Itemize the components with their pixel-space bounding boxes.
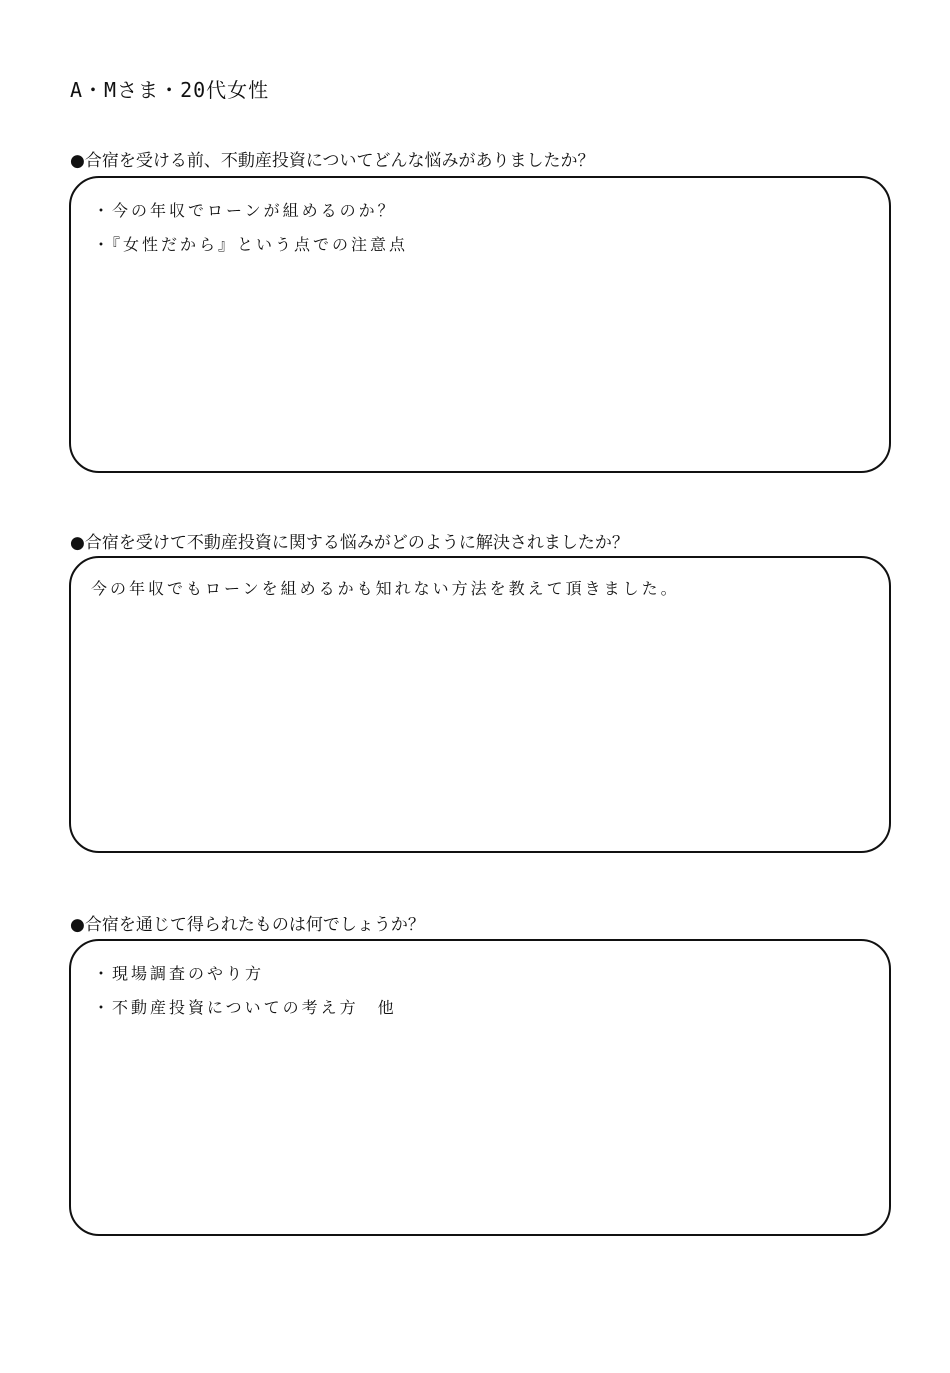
answer-1-line-1: ・今の年収でローンが組めるのか？ bbox=[93, 201, 397, 220]
question-3: ●合宿を通じて得られたものは何でしょうか？ bbox=[70, 915, 425, 935]
question-2: ●合宿を受けて不動産投資に関する悩みがどのように解決されましたか？ bbox=[70, 533, 629, 553]
answer-3-line-2: ・不動産投資についての考え方 他 bbox=[93, 998, 397, 1017]
answer-1-line-2: ・『女性だから』という点での注意点 bbox=[93, 235, 409, 254]
answer-3-line-1: ・現場調査のやり方 bbox=[93, 964, 265, 983]
answer-box-3 bbox=[69, 939, 891, 1236]
page-title: A・Mさま・20代女性 bbox=[70, 78, 270, 102]
answer-box-1 bbox=[69, 176, 891, 473]
answer-box-2 bbox=[69, 556, 891, 853]
question-1: ●合宿を受ける前、不動産投資についてどんな悩みがありましたか？ bbox=[70, 151, 595, 171]
answer-2-line-1: 今の年収でもローンを組めるかも知れない方法を教えて頂きました。 bbox=[91, 579, 680, 598]
